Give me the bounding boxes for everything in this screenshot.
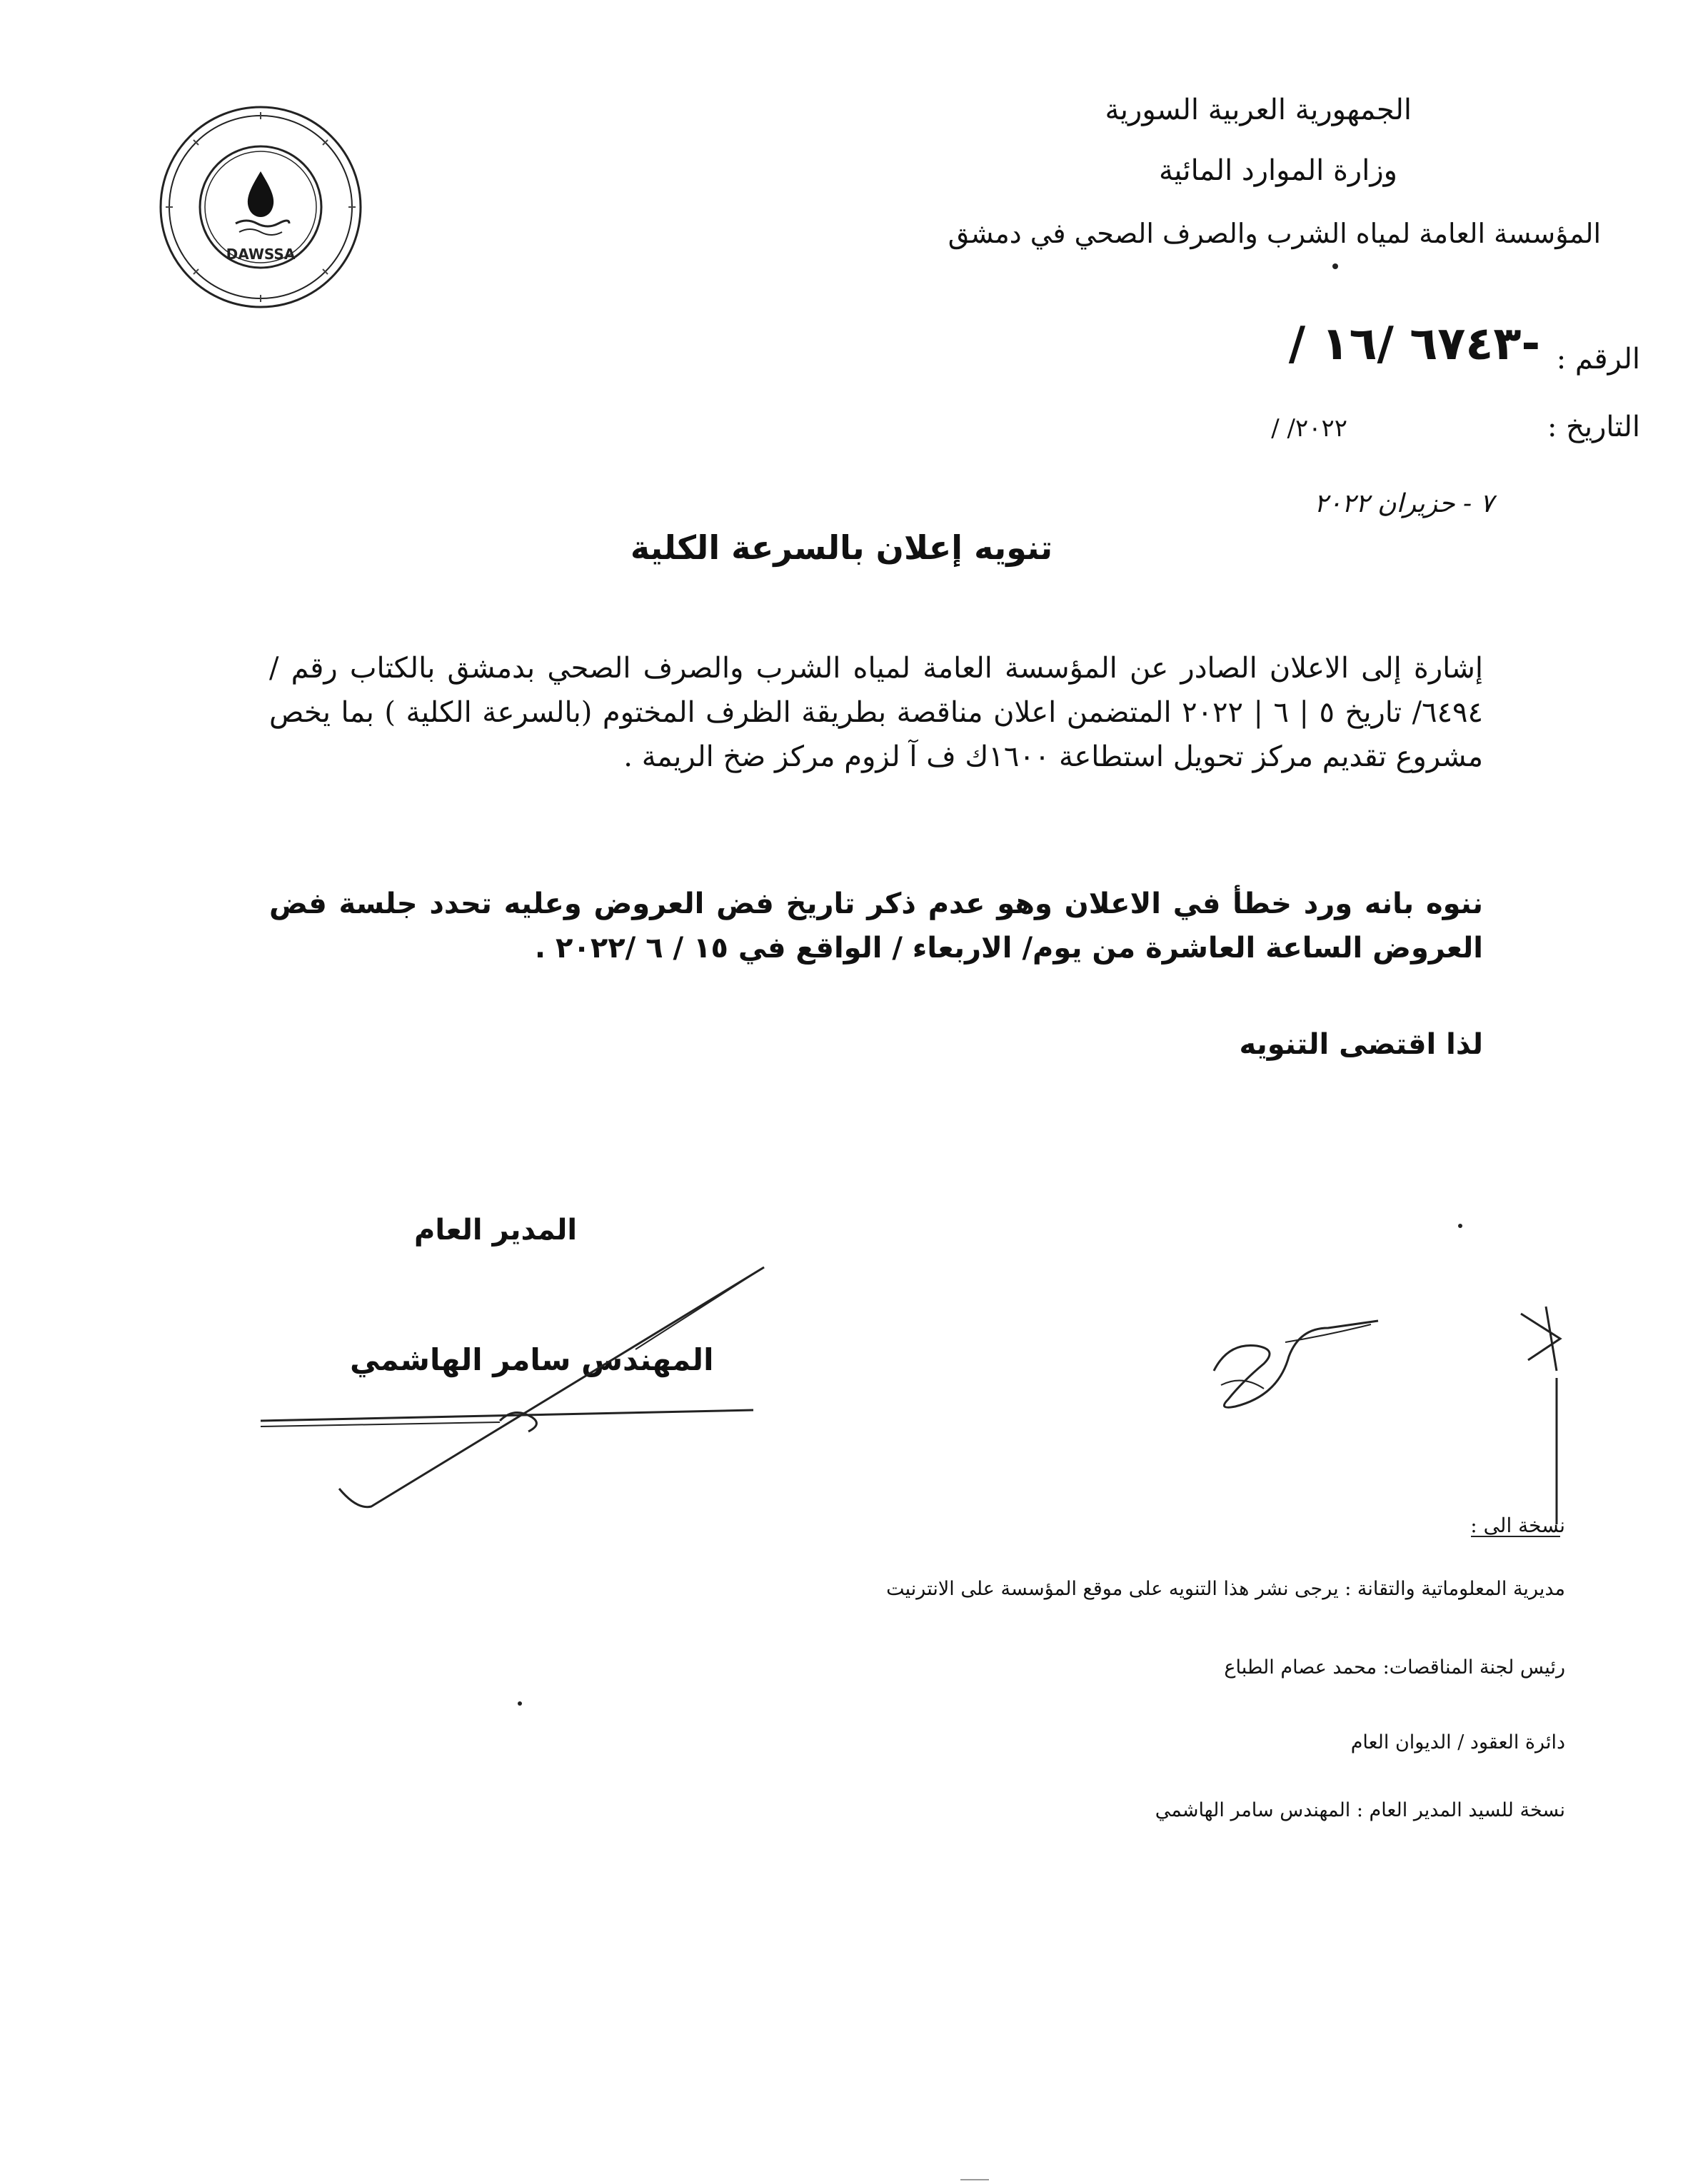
signatory-name: المهندس سامر الهاشمي [350,1342,714,1377]
header-institution: المؤسسة العامة لمياه الشرب والصرف الصحي في دمشق [948,218,1601,249]
copies-label: نسخة الى : [1470,1514,1565,1537]
copy-line-4: نسخة للسيد المدير العام : المهندس سامر الهاشمي [1155,1799,1565,1821]
reference-number-label: الرقم : [1556,343,1640,376]
date-value: / /٢٠٢٢ [1271,414,1347,443]
signatory-title: المدير العام [414,1214,578,1247]
reference-number-value: / ٦٧٤٣ /١٦- [1288,318,1540,371]
body-paragraph-2: ننوه بانه ورد خطأ في الاعلان وهو عدم ذكر تاريخ فض العروض وعليه تحدد جلسة فض العروض الساعة العاشرة من يوم/ الاربعاء / الواقع في ١٥ / ٦ /٢٠٢٢ . [269,887,1483,965]
copy-line-2: رئيس لجنة المناقصات: محمد عصام الطباع [1224,1656,1565,1679]
copy-line-3: دائرة العقود / الديوان العام [1350,1731,1565,1753]
seal-text: DAWSSA [226,246,296,263]
header-country: الجمهورية العربية السورية [1105,94,1412,126]
handwritten-date: ٧ - حزيران ٢٠٢٢ [1314,489,1494,518]
document-title: تنويه إعلان بالسرعة الكلية [630,528,1053,567]
closing-line: لذا اقتضى التنويه [1239,1028,1483,1061]
body-paragraph-1: إشارة إلى الاعلان الصادر عن المؤسسة العامة لمياه الشرب والصرف الصحي بدمشق بالكتاب رقم /٦٤٩٤/ تاريخ ٥ | ٦ | ٢٠٢٢ المتضمن اعلان مناقصة بطريقة الظرف المختوم (بالسرعة الكلية ) بما يخص مشروع تقديم مركز تحويل استطاعة ١٦٠٠ك ف آ لزوم مركز ضخ الريمة . [269,652,1484,773]
header-ministry: وزارة الموارد المائية [1158,154,1397,187]
copy-line-1: مديرية المعلوماتية والتقانة : يرجى نشر هذا التنويه على موقع المؤسسة على الانترنيت [886,1578,1565,1600]
date-label: التاريخ : [1547,411,1640,443]
